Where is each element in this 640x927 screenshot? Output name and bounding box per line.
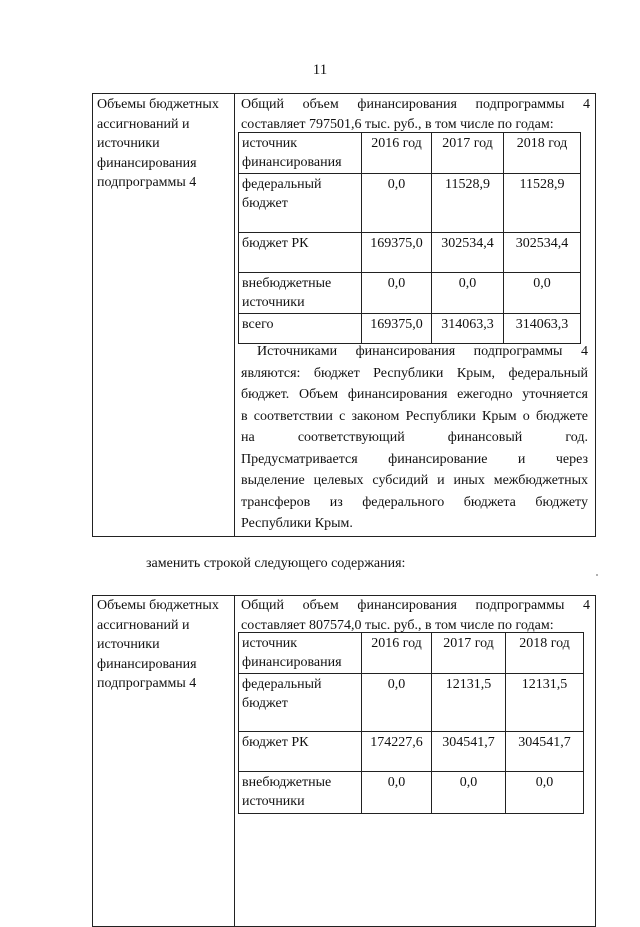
value-cell: 302534,4 xyxy=(504,233,581,273)
value-cell: 174227,6 xyxy=(362,732,432,772)
replace-instruction: заменить строкой следующего содержания: xyxy=(146,556,406,571)
value-cell: 314063,3 xyxy=(504,314,581,344)
source-cell: внебюджетные источники xyxy=(239,273,362,314)
source-cell: всего xyxy=(239,314,362,344)
header-cell: источник финансирования xyxy=(239,133,362,174)
value-cell: 302534,4 xyxy=(432,233,504,273)
old-funding-table xyxy=(238,132,581,344)
value-cell: 0,0 xyxy=(432,772,506,814)
value-cell: 0,0 xyxy=(362,772,432,814)
intro-line: Общий объем финансирования подпрограммы 4 xyxy=(241,598,590,613)
old-total-intro xyxy=(241,95,590,134)
header-cell: 2017 год xyxy=(432,633,506,674)
value-cell: 0,0 xyxy=(506,772,584,814)
paragraph-line: в соответствии с законом Республики Крым о бюджете xyxy=(241,408,588,424)
paragraph-line: Источниками финансирования подпрограммы 4 xyxy=(257,344,588,359)
header-cell: 2018 год xyxy=(504,133,581,174)
value-cell: 314063,3 xyxy=(432,314,504,344)
paragraph-line: бюджет. Объем финансирования ежегодно уточняется xyxy=(241,387,588,402)
paragraph-line: выделение целевых субсидий и иных межбюджетных xyxy=(241,473,588,488)
table-row xyxy=(239,772,584,814)
value-cell: 12131,5 xyxy=(432,674,506,732)
value-cell: 12131,5 xyxy=(506,674,584,732)
intro-line: составляет 807574,0 тыс. руб., в том числе по годам: xyxy=(241,617,554,633)
value-cell: 0,0 xyxy=(362,174,432,233)
value-cell: 304541,7 xyxy=(506,732,584,772)
paragraph-line: на соответствующий финансовый год. xyxy=(241,430,588,445)
page-number: 11 xyxy=(312,62,328,78)
table-row xyxy=(239,233,581,273)
label-line: ассигнований и xyxy=(97,116,190,132)
funding-sources-paragraph xyxy=(241,341,588,535)
table-row xyxy=(239,174,581,233)
label-line: Объемы бюджетных xyxy=(97,97,219,112)
value-cell: 0,0 xyxy=(504,273,581,314)
value-cell: 304541,7 xyxy=(432,732,506,772)
header-cell: 2017 год xyxy=(432,133,504,174)
new-total-intro xyxy=(241,596,590,635)
old-row-label xyxy=(97,95,231,193)
table-header-row xyxy=(239,633,584,674)
source-cell: внебюджетные источники xyxy=(239,772,362,814)
label-line: подпрограммы 4 xyxy=(97,175,197,190)
new-funding-table xyxy=(238,632,584,814)
label-line: Объемы бюджетных xyxy=(97,598,219,613)
source-cell: федеральный бюджет xyxy=(239,174,362,233)
table-row xyxy=(239,674,584,732)
header-cell: 2018 год xyxy=(506,633,584,674)
paragraph-line: Предусматривается финансирование и через xyxy=(241,451,588,467)
table-row xyxy=(239,273,581,314)
label-line: источники xyxy=(97,136,160,151)
source-cell: бюджет РК xyxy=(239,233,362,273)
label-line: финансирования xyxy=(97,656,197,672)
source-cell: бюджет РК xyxy=(239,732,362,772)
value-cell: 0,0 xyxy=(362,674,432,732)
header-cell: источник финансирования xyxy=(239,633,362,674)
header-cell: 2016 год xyxy=(362,633,432,674)
paragraph-line: являются: бюджет Республики Крым, федеральный xyxy=(241,365,588,381)
source-cell: федеральный бюджет xyxy=(239,674,362,732)
paragraph-line: трансферов из федерального бюджета бюджету xyxy=(241,494,588,510)
new-row-label xyxy=(97,596,231,694)
value-cell: 11528,9 xyxy=(504,174,581,233)
value-cell: 0,0 xyxy=(362,273,432,314)
label-line: ассигнований и xyxy=(97,617,190,633)
value-cell: 169375,0 xyxy=(362,233,432,273)
intro-line: Общий объем финансирования подпрограммы 4 xyxy=(241,97,590,112)
table-header-row xyxy=(239,133,581,174)
paragraph-line: Республики Крым. xyxy=(241,516,353,531)
header-cell: 2016 год xyxy=(362,133,432,174)
label-line: источники xyxy=(97,637,160,652)
scan-speck xyxy=(596,574,598,576)
table-row xyxy=(239,314,581,344)
value-cell: 11528,9 xyxy=(432,174,504,233)
value-cell: 0,0 xyxy=(432,273,504,314)
intro-line: составляет 797501,6 тыс. руб., в том числе по годам: xyxy=(241,116,554,132)
table-row xyxy=(239,732,584,772)
value-cell: 169375,0 xyxy=(362,314,432,344)
label-line: подпрограммы 4 xyxy=(97,676,197,691)
label-line: финансирования xyxy=(97,155,197,171)
